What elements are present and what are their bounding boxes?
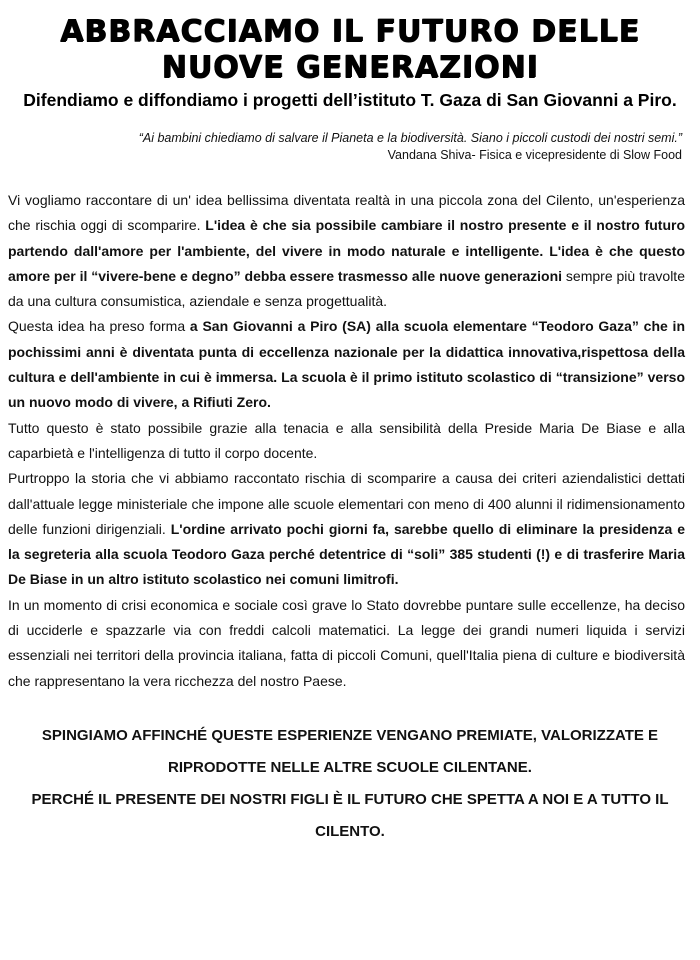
paragraph-5: In un momento di crisi economica e sociale così grave lo Stato dovrebbe puntare sulle eccellenze, ha deciso di ucciderle e spazzarle via con freddi calcoli matematici. La legge dei grandi numeri liquida i servizi essenziali nei territori della provincia italiana, fatta di piccoli Comuni, quell'Italia piena di culture e biodiversità che rappresentano la vera ricchezza del nostro Paese. (8, 596, 685, 689)
flyer-title (0, 0, 700, 86)
paragraph-2-intro: Questa idea ha preso forma (8, 318, 190, 335)
flyer-subtitle: Difendiamo e diffondiamo i progetti dell’istituto T. Gaza di San Giovanni a Piro. (23, 90, 677, 110)
title-line-1: ABBRACCIAMO IL FUTURO DELLE (59, 14, 641, 49)
body-text (8, 188, 685, 694)
paragraph-4-bold: L'ordine arrivato pochi giorni fa, sarebbe quello di eliminare la presidenza e la segreteria alla scuola Teodoro Gaza perché detentrice di “soli” 385 studenti (!) e di trasferire Maria De Biase in un altro istituto scolastico nei comuni limitrofi. (8, 520, 685, 588)
title-line-2: NUOVE GENERAZIONI (161, 50, 539, 85)
quote-author: Vandana Shiva- Fisica e vicepresidente di Slow Food (387, 148, 682, 162)
closing-statement (20, 720, 680, 848)
paragraph-4-intro: Purtroppo la storia che vi abbiamo raccontato rischia di scomparire a causa dei criteri aziendalistici dettati dall'attuale legge ministeriale che impone alle scuole elementari con meno di 400 alunni il ridimensionamento delle funzioni dirigenziali. (8, 470, 685, 537)
paragraph-1-end: sempre più travolte da una cultura consumistica, aziendale e senza progettualità. (8, 267, 685, 310)
paragraph-1-intro: Vi vogliamo raccontare di un' idea bellissima diventata realtà in una piccola zona del Cilento, un'esperienza che rischia oggi di scomparire. (8, 192, 685, 234)
paragraph-2-bold: a San Giovanni a Piro (SA) alla scuola elementare “Teodoro Gaza” che in pochissimi anni è diventata punta di eccellenza nazionale per la didattica innovativa,rispettosa della cultura e dell'ambiente in cui è immersa. La scuola è il primo istituto scolastico di “transizione” verso un nuovo modo di vivere, a Rifiuti Zero. (8, 318, 686, 411)
quote-block (0, 130, 682, 164)
paragraph-1-bold: L'idea è che sia possibile cambiare il nostro presente e il nostro futuro partendo dall'amore per l'ambiente, del vivere in modo naturale e intelligente. L'idea è che questo amore per il “vivere-bene e degno” debba essere trasmesso alle nuove generazioni (8, 217, 685, 284)
paragraph-1 (8, 188, 685, 314)
closing-line-1: SPINGIAMO AFFINCHÉ QUESTE ESPERIENZE VENGANO PREMIATE, VALORIZZATE E RIPRODOTTE NELLE ALTRE SCUOLE CILENTANE. (41, 726, 659, 776)
closing-line-2: PERCHÉ IL PRESENTE DEI NOSTRI FIGLI È IL FUTURO CHE SPETTA A NOI E A TUTTO IL CILENTO. (31, 790, 669, 840)
paragraph-4 (8, 466, 685, 592)
paragraph-2 (8, 314, 685, 415)
quote-text: “Ai bambini chiediamo di salvare il Pianeta e la biodiversità. Siano i piccoli custodi dei nostri semi.” (138, 131, 682, 145)
paragraph-3: Tutto questo è stato possibile grazie alla tenacia e alla sensibilità della Preside Maria De Biase e alla caparbietà e l'intelligenza di tutto il corpo docente. (8, 419, 685, 461)
